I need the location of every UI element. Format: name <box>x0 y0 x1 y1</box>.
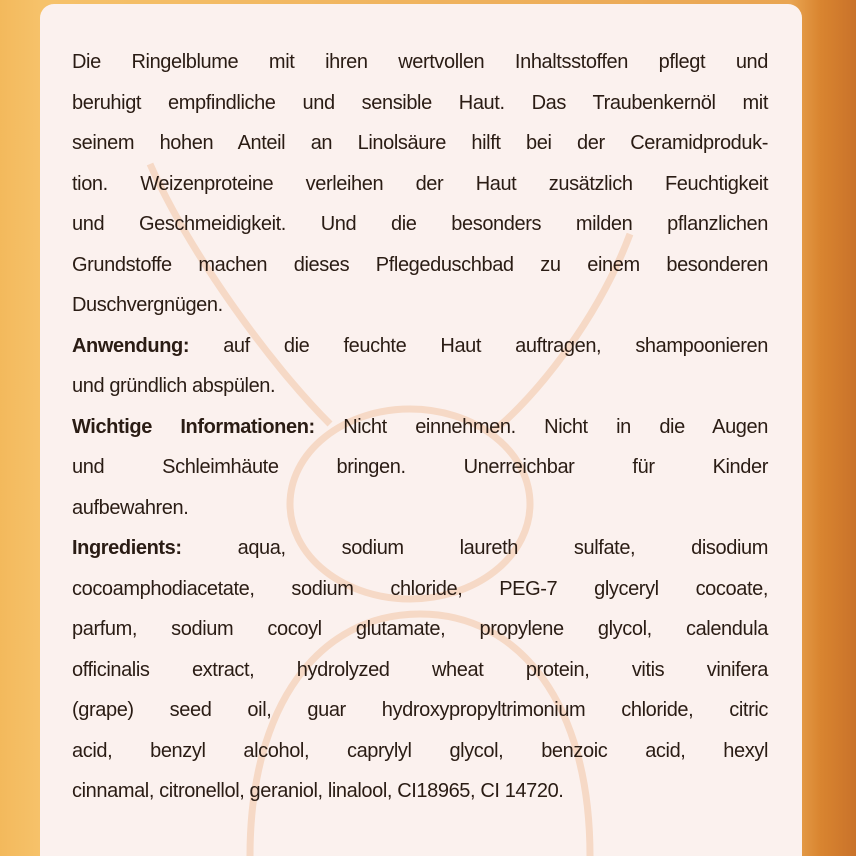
text-content: officinalis extract, hydrolyzed wheat protein, vitis vinifera <box>72 658 768 681</box>
text-line <box>72 690 768 731</box>
text-content: und gründlich abspülen. <box>72 375 276 397</box>
text-content: tion. Weizenproteine verleihen der Haut zusätzlich Feuchtigkeit <box>72 172 768 195</box>
label-text <box>72 42 768 812</box>
text-line <box>72 609 768 650</box>
section-heading: Anwendung: <box>72 334 190 357</box>
text-line <box>72 569 768 610</box>
text-content: auf die feuchte Haut auftragen, shampoonieren <box>189 334 768 357</box>
text-line <box>72 488 768 529</box>
text-content: und Geschmeidigkeit. Und die besonders milden pflanzlichen <box>72 213 768 235</box>
text-line <box>72 285 768 326</box>
text-line <box>72 407 768 448</box>
text-content: parfum, sodium cocoyl glutamate, propylene glycol, calendula <box>72 618 768 640</box>
text-line <box>72 771 768 812</box>
text-line <box>72 731 768 772</box>
text-line <box>72 366 768 407</box>
section-heading: Ingredients: <box>72 537 182 559</box>
text-line <box>72 447 768 488</box>
text-content: Grundstoffe machen dieses Pflegeduschbad zu einem besonderen <box>72 253 768 276</box>
text-content: Die Ringelblume mit ihren wertvollen Inhaltsstoffen pflegt und <box>72 51 768 73</box>
product-label <box>40 4 802 856</box>
text-line <box>72 245 768 286</box>
text-content: Duschvergnügen. <box>72 294 223 316</box>
text-line <box>72 164 768 205</box>
text-content: cinnamal, citronellol, geraniol, linalool, CI18965, CI 14720. <box>72 780 564 802</box>
text-content: Nicht einnehmen. Nicht in die Augen <box>314 415 768 438</box>
text-content: beruhigt empfindliche und sensible Haut. Das Traubenkernöl mit <box>72 91 768 114</box>
text-line <box>72 204 768 245</box>
text-content: cocoamphodiacetate, sodium chloride, PEG-7 glyceryl cocoate, <box>72 577 768 600</box>
text-content: (grape) seed oil, guar hydroxypropyltrimonium chloride, citric <box>72 699 768 721</box>
text-line <box>72 42 768 83</box>
text-line <box>72 528 768 569</box>
text-line <box>72 326 768 367</box>
text-content: acid, benzyl alcohol, caprylyl glycol, benzoic acid, hexyl <box>72 739 768 762</box>
text-content: aqua, sodium laureth sulfate, disodium <box>181 537 768 559</box>
text-content: seinem hohen Anteil an Linolsäure hilft bei der Ceramidproduk- <box>72 132 768 154</box>
text-content: und Schleimhäute bringen. Unerreichbar für Kinder <box>72 456 768 478</box>
section-heading: Wichtige Informationen: <box>72 415 315 438</box>
text-content: aufbewahren. <box>72 496 189 519</box>
text-line <box>72 123 768 164</box>
text-line <box>72 83 768 124</box>
text-line <box>72 650 768 691</box>
